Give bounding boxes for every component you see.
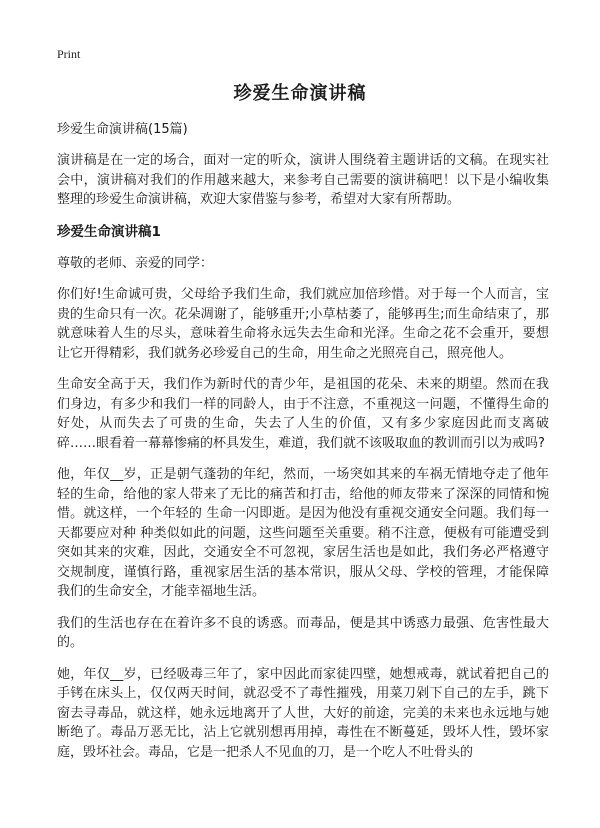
body-paragraph: 生命安全高于天，我们作为新时代的青少年，是祖国的花朵、未来的期望。然而在我们身边，有多少和我们一样的同龄人，由于不注意，不重视这一问题，不懂得生命的好处，从而失去了可贵的生命，失去了人生的价值，又有多少家庭因此而支离破碎……眼看着一幕幕惨痛的杯具发生，难道，我们就不该吸取血的教训而引以为戒吗? <box>57 377 549 451</box>
print-link[interactable]: Print <box>57 47 81 61</box>
document-body <box>57 120 549 774</box>
body-paragraph: 他，年仅__岁，正是朝气蓬勃的年纪，然而，一场突如其来的车祸无情地夺走了他年轻的生命，给他的家人带来了无比的痛苦和打击，给他的师友带来了深深的同情和惋惜。就这样，一个年轻的 生命一闪即逝。是因为他没有重视交通安全问题。我们每一天都要应对种 种类似如此的问题，这些问题至关重要。稍不注意，便极有可能遭受到突如其来的灾难，因此，交通安全不可忽视，家居生活也是如此，我们务必严格遵守交规制度，谨慎行路，重视家居生活的基本常识，服从父母、学校的管理，才能保障我们的生命安全，才能幸福地生活。 <box>57 467 549 599</box>
body-paragraph: 你们好!生命诚可贵，父母给予我们生命，我们就应加倍珍惜。对于每一个人而言，宝贵的生命只有一次。花朵凋谢了，能够重开;小草枯萎了，能够再生;而生命结束了，那就意味着人生的尽头，意味着生命将永远失去生命和光泽。生命之花不会重开，要想让它开得精彩，我们就务必珍爱自己的生命，用生命之光照亮自己，照亮他人。 <box>57 287 549 361</box>
document-title: 珍爱生命演讲稿 <box>233 83 367 104</box>
section-heading: 珍爱生命演讲稿1 <box>57 223 161 240</box>
body-paragraph: 我们的生活也存在在着许多不良的诱惑。而毒品，便是其中诱惑力最强、危害性最大的。 <box>57 615 549 650</box>
greeting-paragraph: 尊敬的老师、亲爱的同学： <box>57 255 214 271</box>
document-subtitle: 珍爱生命演讲稿(15篇) <box>57 122 188 137</box>
intro-paragraph: 演讲稿是在一定的场合，面对一定的听众，演讲人围绕着主题讲话的文稿。在现实社会中，演讲稿对我们的作用越来越大，来参考自己需要的演讲稿吧！以下是小编收集整理的珍爱生命演讲稿，欢迎大家借鉴与参考，希望对大家有所帮助。 <box>57 153 549 207</box>
body-paragraph: 她，年仅__岁，已经吸毒三年了，家中因此而家徒四壁，她想戒毒，就试着把自己的手铐在床头上，仅仅两天时间，就忍受不了毒性摧残，用菜刀剁下自己的左手，跳下窗去寻毒品，就这样，她永远地离开了人世，大好的前途，完美的未来也永远地与她断绝了。毒品万恶无比，沾上它就别想再用掉，毒性在不断蔓延，毁坏人性，毁坏家庭，毁坏社会。毒品，它是一把杀人不见血的刀，是一个吃人不吐骨头的 <box>57 666 549 760</box>
